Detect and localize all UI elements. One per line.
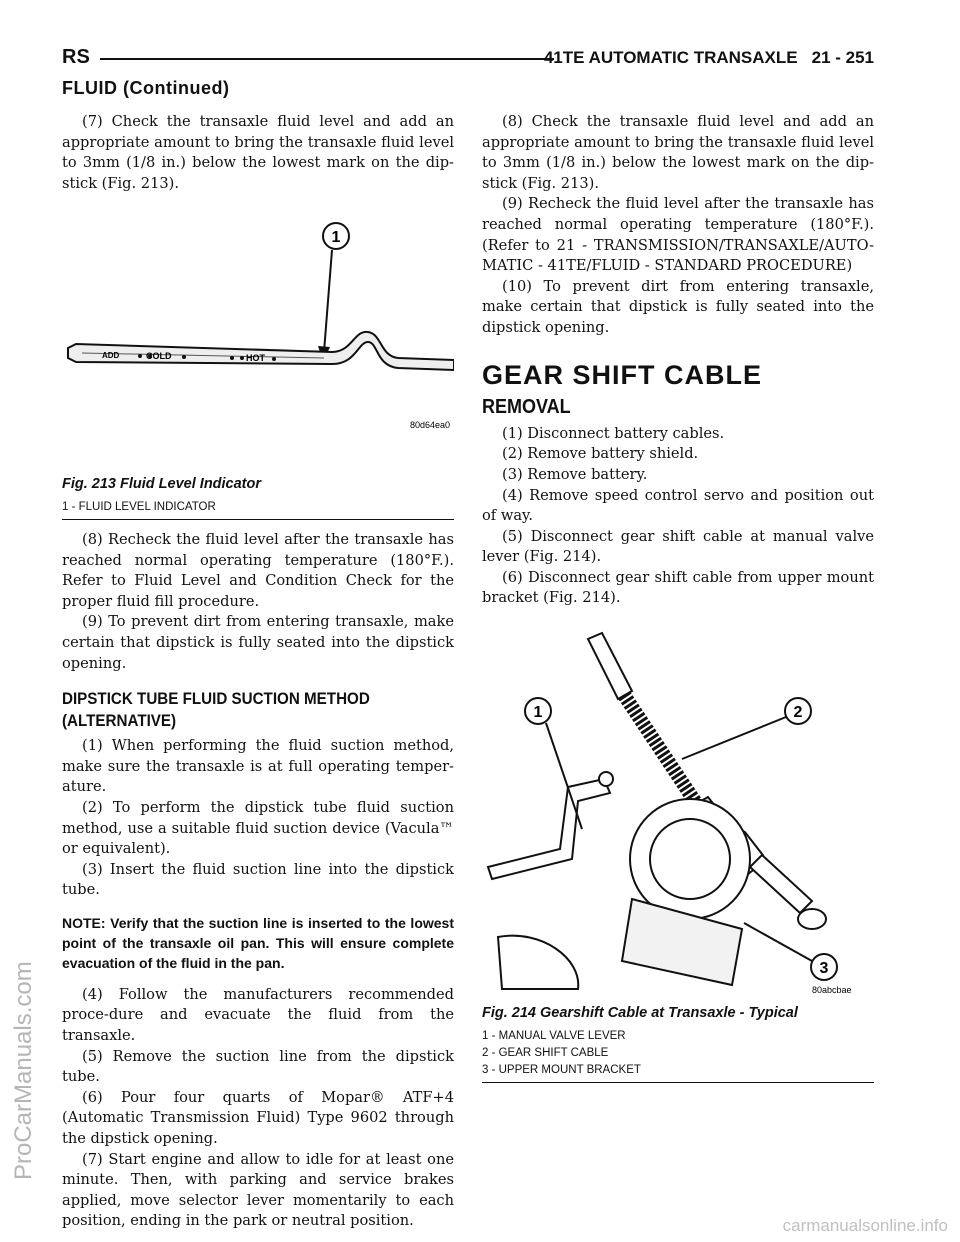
- removal-step-3: (3) Remove battery.: [502, 465, 648, 483]
- cable-end-bar: [588, 633, 632, 699]
- removal-step-2: (2) Remove battery shield.: [502, 445, 699, 463]
- dipstick-add-mark: ADD: [102, 351, 120, 361]
- suction-step-5: (5) Remove the suction line from the dipstick tube.: [62, 1047, 454, 1086]
- removal-title: REMOVAL: [482, 396, 571, 419]
- dipstick-cold-mark: COLD: [146, 351, 172, 362]
- paragraph-step-7: (7) Check the transaxle fluid level and add an appropriate amount to bring the transaxle fluid level to 3mm (1/8 in.) below the lowest mark on the dip-stick (Fig. 213).: [62, 113, 454, 192]
- hot-band-dot-3: [272, 357, 276, 361]
- figure-213-caption: Fig. 213 Fluid Level Indicator: [62, 476, 262, 493]
- figure-213-legend: [62, 499, 454, 516]
- suction-step-4: (4) Follow the manufacturers recommended proce-dure and evacuate the fluid from the transaxle.: [62, 985, 454, 1045]
- legend-item: 2 - GEAR SHIFT CABLE: [482, 1046, 609, 1059]
- dipstick-blade: [68, 332, 454, 370]
- side-watermark: ProCarManuals.com: [10, 961, 37, 1180]
- suction-step-1: (1) When performing the fluid suction method, make sure the transaxle is at full operating temper-ature.: [62, 737, 454, 796]
- figure-214-legend: [482, 1028, 874, 1079]
- figure-code: 80d64ea0: [410, 420, 451, 431]
- removal-step-1: (1) Disconnect battery cables.: [502, 424, 725, 442]
- header-rule: [100, 58, 554, 60]
- suction-step-3: (3) Insert the fluid suction line into the dipstick tube.: [62, 860, 454, 899]
- callout-number-1: 1: [533, 704, 543, 722]
- callout-number-1: 1: [331, 229, 341, 247]
- legend-item: 1 - FLUID LEVEL INDICATOR: [62, 500, 216, 513]
- cable-tail: [750, 855, 812, 913]
- cable-eyelet: [798, 909, 826, 929]
- paragraph-step-8: (8) Recheck the fluid level after the transaxle has reached normal operating temperature (180°F.). Refer to Fluid Level and Condition Check for the proper fluid fill procedure.: [62, 530, 454, 610]
- callout-leader-2: [682, 717, 786, 759]
- upper-mount-bracket: [622, 899, 742, 985]
- cold-band-dot-1: [138, 354, 142, 358]
- bottom-watermark: carmanualsonline.info: [782, 1216, 948, 1235]
- dipstick-illustration: [62, 202, 454, 470]
- figure-214-caption: Fig. 214 Gearshift Cable at Transaxle - Typical: [482, 1005, 798, 1022]
- hot-band-dot-2: [240, 356, 244, 360]
- suction-step-6: (6) Pour four quarts of Mopar® ATF+4 (Automatic Transmission Fluid) Type 9602 through the dipstick opening.: [62, 1088, 454, 1148]
- removal-step-5: (5) Disconnect gear shift cable at manual valve lever (Fig. 214).: [482, 527, 874, 566]
- suction-step-7: (7) Start engine and allow to idle for at least one minute. Then, with parking and service brakes applied, move selector lever momentarily to each position, ending in the park or neutral position.: [62, 1150, 454, 1230]
- figure-214: [482, 629, 874, 1083]
- left-column: [62, 112, 454, 1232]
- removal-step-4: (4) Remove speed control servo and position out of way.: [482, 486, 874, 525]
- cold-band-dot-3: [182, 355, 186, 359]
- paragraph-step-9: (9) To prevent dirt from entering transaxle, make certain that dipstick is fully seated into the dipstick opening.: [62, 613, 454, 672]
- transaxle-ring-inner: [650, 819, 730, 899]
- gearshift-cable-illustration: [482, 629, 874, 999]
- figure-code: 80abcbae: [812, 985, 852, 996]
- figure-213: [62, 202, 454, 520]
- note: NOTE: Verify that the suction line is inserted to the lowest point of the transaxle oil pan. This will ensure complete evacuation of the fluid in the pan.: [62, 914, 454, 971]
- lower-housing: [498, 936, 578, 989]
- subsection-title: DIPSTICK TUBE FLUID SUCTION METHOD (ALTERNATIVE): [62, 690, 370, 731]
- page-header: [62, 46, 874, 70]
- lever-stud: [599, 772, 613, 786]
- continued-heading: FLUID (Continued): [62, 78, 230, 98]
- dipstick-hot-mark: HOT: [246, 353, 265, 364]
- legend-item: 1 - MANUAL VALVE LEVER: [482, 1029, 626, 1042]
- figure-214-rule: [482, 1082, 874, 1083]
- page-number: 21 - 251: [811, 48, 874, 67]
- figure-213-rule: [62, 519, 454, 520]
- paragraph-recheck-level: (9) Recheck the fluid level after the transaxle has reached normal operating temperature (180°F.). (Refer to 21 - TRANSMISSION/TRANSAXLE/AUTO-MATIC - 41TE/FLUID - STANDARD PROCEDURE): [482, 195, 874, 275]
- right-column: [482, 112, 874, 1083]
- hot-band-dot-1: [230, 356, 234, 360]
- section-title: GEAR SHIFT CABLE: [482, 359, 763, 390]
- manual-valve-lever: [488, 779, 610, 879]
- section-code: RS: [62, 46, 90, 68]
- paragraph-dipstick-seated: (10) To prevent dirt from entering transaxle, make certain that dipstick is fully seated into the dipstick opening.: [482, 277, 874, 336]
- cable-spring: [624, 695, 700, 809]
- callout-number-3: 3: [819, 960, 829, 978]
- suction-step-2: (2) To perform the dipstick tube fluid suction method, use a suitable fluid suction device (Vacula™ or equivalent).: [62, 798, 454, 858]
- callout-leader-3: [744, 923, 812, 961]
- header-title: 41TE AUTOMATIC TRANSAXLE: [543, 48, 798, 67]
- header-title-block: [544, 48, 874, 68]
- callout-number-2: 2: [793, 704, 803, 722]
- callout-leader-1: [324, 250, 332, 352]
- legend-item: 3 - UPPER MOUNT BRACKET: [482, 1063, 641, 1076]
- removal-step-6: (6) Disconnect gear shift cable from upper mount bracket (Fig. 214).: [482, 568, 874, 607]
- paragraph-check-level: (8) Check the transaxle fluid level and add an appropriate amount to bring the transaxle fluid level to 3mm (1/8 in.) below the lowest mark on the dip-stick (Fig. 213).: [482, 113, 874, 192]
